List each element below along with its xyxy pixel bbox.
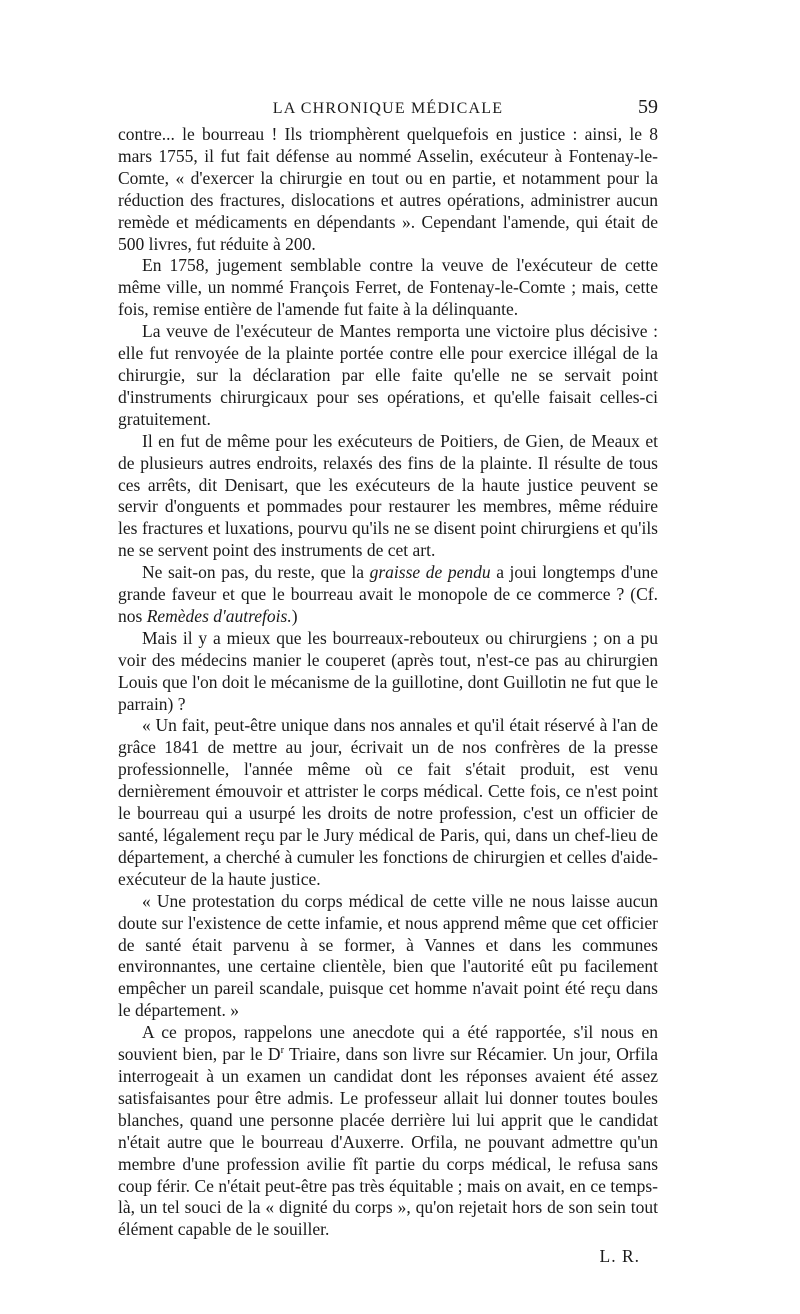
paragraph-4: Il en fut de même pour les exécuteurs de Poitiers, de Gien, de Meaux et de plusieurs autres endroits, relaxés des fins de la plainte. Il résulte de tous ces arrêts, dit Denisart, que les exécuteurs de la haute justice peuvent se servir d'onguents et pommades pour restaurer les membres, même réduire les fractures et luxations, pourvu qu'ils ne se disent point chirurgiens et qu'ils ne se servent point des instruments de cet art. [118, 430, 658, 561]
paragraph-5-text-b: a joui longtemps d'une grande faveur et que le bourreau avait le monopole de ce commerce ? (Cf. nos [118, 562, 658, 626]
paragraph-5-italic-graisse: graisse de pendu [369, 562, 491, 583]
paragraph-5 [118, 562, 658, 628]
signature-line [118, 1246, 658, 1268]
paragraph-6: Mais il y a mieux que les bourreaux-rebouteux ou chirurgiens ; on a pu voir des médecins manier le couperet (après tout, n'est-ce pas au chirurgien Louis que l'on doit le mécanisme de la guillotine, dont Guillotin ne fut que le parrain) ? [118, 627, 658, 714]
page-header [118, 96, 658, 122]
running-title: LA CHRONIQUE MÉDICALE [272, 100, 504, 117]
author-signature: L. R. [599, 1246, 640, 1267]
paragraph-5-text-a: Ne sait-on pas, du reste, que la [142, 562, 370, 583]
page-number: 59 [638, 96, 658, 118]
article-body [118, 124, 658, 1268]
paragraph-9-text-a: A ce propos, rappelons une anecdote qui a été rapportée, s'il nous en souvient bien, par le D [118, 1022, 658, 1065]
paragraph-9-superscript: r [280, 1045, 285, 1057]
paragraph-9-text-b: Triaire, dans son livre sur Récamier. Un jour, Orfila interrogeait à un examen un candidat dont les réponses avaient été assez satisfaisantes pour être admis. Le professeur allait lui donner toutes boules blanches, quand une personne placée derrière lui lui apprit que le candidat n'était autre que le bourreau d'Auxerre. Orfila, ne pouvant admettre qu'un membre d'une profession avilie fît partie du corps médical, le refusa sans coup férir. Ce n'était peut-être pas très équitable ; mais on avait, en ce temps-là, un tel souci de la « dignité du corps », qu'on rejetait hors de son sein tout élément capable de le souiller. [118, 1044, 658, 1240]
paragraph-7: « Un fait, peut-être unique dans nos annales et qu'il était réservé à l'an de grâce 1841 de mettre au jour, écrivait un de nos confrères de la presse professionnelle, l'année même où ce fait s'était produit, est venu dernièrement émouvoir et attrister le corps médical. Cette fois, ce n'est point le bourreau qui a usurpé les droits de notre profession, c'est un officier de santé, légalement reçu par le Jury médical de Paris, qui, dans un chef-lieu de département, a cherché à cumuler les fonctions de chirurgien et celles d'aide-exécuteur de la haute justice. [118, 715, 658, 889]
paragraph-8: « Une protestation du corps médical de cette ville ne nous laisse aucun doute sur l'existence de cette infamie, et nous apprend même que cet officier de santé était parvenu à se former, à Vannes et dans les communes environnantes, une certaine clientèle, bien que l'autorité eût pu facilement empêcher un pareil scandale, puisque cet homme n'avait point été reçu dans le département. » [118, 890, 658, 1021]
paragraph-1: contre... le bourreau ! Ils triomphèrent quelquefois en justice : ainsi, le 8 mars 1755, il fut fait défense au nommé Asselin, exécuteur à Fontenay-le-Comte, « d'exercer la chirurgie en tout ou en partie, et notamment pour la réduction des fractures, dislocations et autres opérations, administrer aucun remède et médicaments en dépendants ». Cependant l'amende, qui était de 500 livres, fut réduite à 200. [118, 124, 658, 254]
paragraph-9 [118, 1022, 658, 1241]
paragraph-3: La veuve de l'exécuteur de Mantes remporta une victoire plus décisive : elle fut renvoyée de la plainte portée contre elle pour exercice illégal de la chirurgie, sur la déclaration par elle faite qu'elle ne se servait point d'instruments chirurgicaux pour ses opérations, et qu'elle faisait celles-ci gratuitement. [118, 321, 658, 429]
paragraph-2: En 1758, jugement semblable contre la veuve de l'exécuteur de cette même ville, un nommé François Ferret, de Fontenay-le-Comte ; mais, cette fois, remise entière de l'amende fut faite à la délinquante. [118, 255, 658, 320]
paragraph-5-text-c: ) [291, 605, 298, 626]
paragraph-5-italic-remedes: Remèdes d'autrefois. [146, 605, 292, 626]
